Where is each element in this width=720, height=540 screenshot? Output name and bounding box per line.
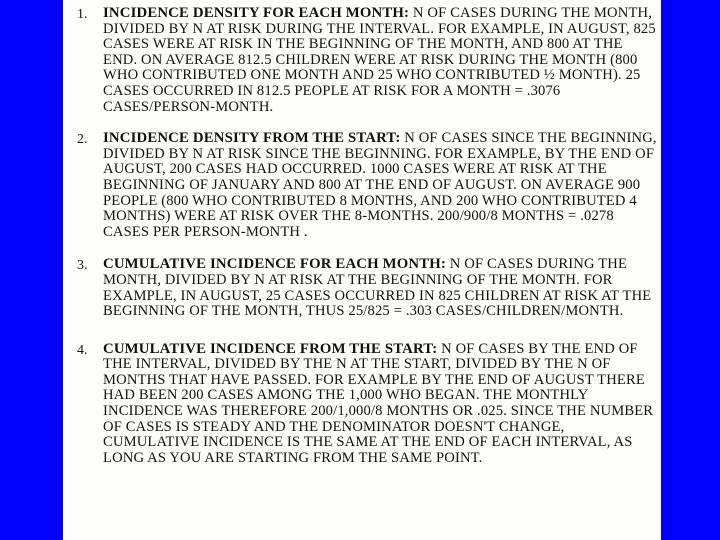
- list-item: [77, 342, 657, 467]
- item-body: [103, 6, 657, 115]
- list-item: [77, 6, 657, 115]
- item-text: N OF CASES SINCE THE BEGINNING, DIVIDED BY N AT RISK SINCE THE BEGINNING. FOR EXAMPLE, BY THE END OF AUGUST, 200 CASES HAD OCCURRED. 1000 CASES WERE AT RISK AT THE BEGINNING OF JANUARY AND 800 AT THE END OF AUGUST. ON AVERAGE 900 PEOPLE (800 WHO CONTRIBUTED 8 MONTHS, AND 200 WHO CONTRIBUTED 4 MONTHS) WERE AT RISK OVER THE 8-MONTHS. 200/900/8 MONTHS = .0278 CASES PER PERSON-MONTH .: [103, 130, 657, 240]
- item-number: 3.: [77, 258, 88, 274]
- item-heading: CUMULATIVE INCIDENCE FOR EACH MONTH:: [103, 256, 446, 273]
- item-body: [103, 131, 657, 240]
- item-heading: INCIDENCE DENSITY FOR EACH MONTH:: [103, 5, 410, 21]
- item-body: [103, 257, 657, 319]
- item-heading: INCIDENCE DENSITY FROM THE START:: [103, 130, 401, 147]
- item-number: 2.: [77, 132, 88, 148]
- item-number: 1.: [77, 7, 88, 22]
- item-body: [103, 342, 657, 467]
- list-item: [77, 257, 657, 319]
- document-page: [63, 0, 661, 540]
- item-text: N OF CASES DURING THE MONTH, DIVIDED BY N AT RISK DURING THE INTERVAL. FOR EXAMPLE, IN AUGUST, 825 CASES WERE AT RISK IN THE BEGINNING OF THE MONTH, AND 800 AT THE END. ON AVERAGE 812.5 CHILDREN WERE AT RISK DURING THE MONTH (800 WHO CONTRIBUTED ONE MONTH AND 25 WHO CONTRIBUTED ½ MONTH). 25 CASES OCCURRED IN 812.5 PEOPLE AT RISK FOR A MONTH = .3076 CASES/PERSON-MONTH.: [103, 5, 656, 115]
- item-text: N OF CASES DURING THE MONTH, DIVIDED BY N AT RISK AT THE BEGINNING OF THE MONTH. FOR EXAMPLE, IN AUGUST, 25 CASES OCCURRED IN 825 CHILDREN AT RISK AT THE BEGINNING OF THE MONTH, THUS 25/825 = .303 CASES/CHILDREN/MONTH.: [103, 256, 652, 320]
- list-item: [77, 131, 657, 240]
- item-number: 4.: [77, 342, 88, 358]
- item-heading: CUMULATIVE INCIDENCE FROM THE START:: [103, 340, 438, 357]
- item-text: N OF CASES BY THE END OF THE INTERVAL, DIVIDED BY THE N AT THE START, DIVIDED BY THE N OF MONTHS THAT HAVE PASSED. FOR EXAMPLE BY THE END OF AUGUST THERE HAD BEEN 200 CASES AMONG THE 1,000 WHO BEGAN. THE MONTHLY INCIDENCE WAS THEREFORE 200/1,000/8 MONTHS OR .025. SINCE THE NUMBER OF CASES IS STEADY AND THE DENOMINATOR DOESN'T CHANGE, CUMULATIVE INCIDENCE IS THE SAME AT THE END OF EACH INTERVAL, AS LONG AS YOU ARE STARTING FROM THE SAME POINT.: [103, 340, 654, 466]
